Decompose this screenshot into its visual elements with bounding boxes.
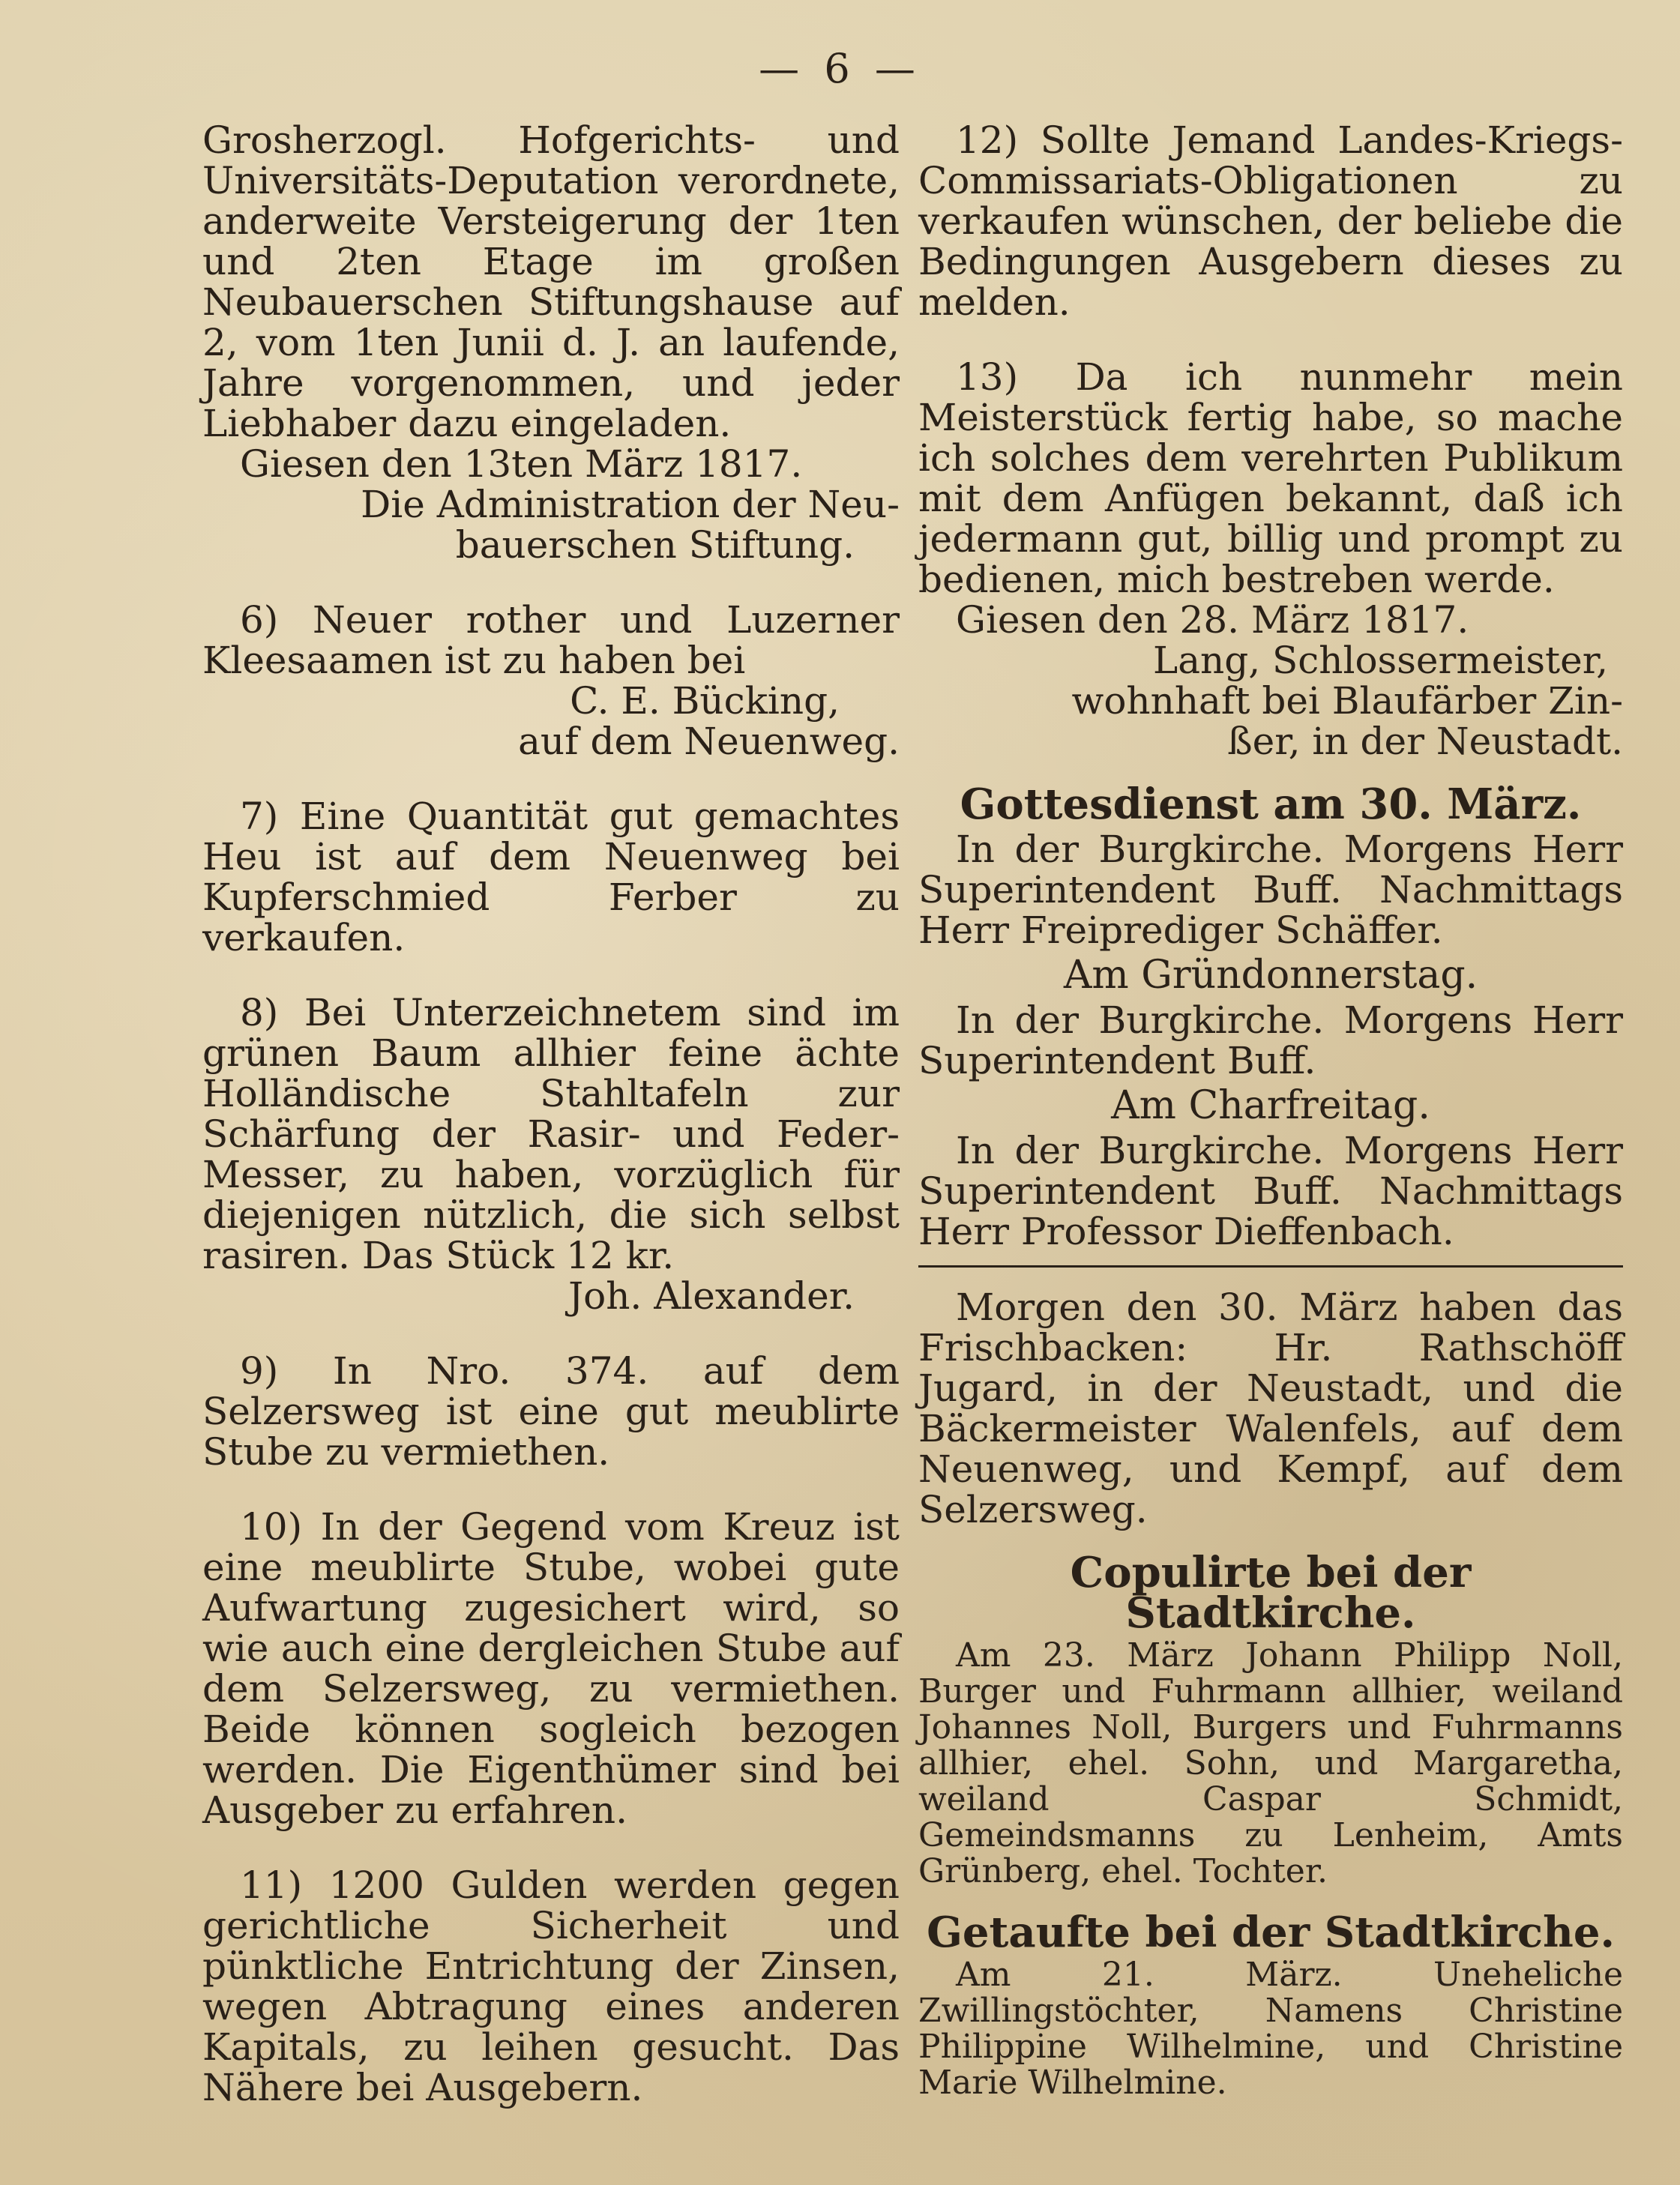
notice-5 <box>202 120 900 565</box>
married-register-heading: Copulirte bei der Stadtkirche. <box>1070 1548 1472 1638</box>
notice-11 <box>202 1865 900 2108</box>
notice-5-signature-2: bauerschen Stiftung. <box>455 523 855 567</box>
divider-rule <box>918 1265 1623 1268</box>
baptized-register-heading: Getaufte bei der Stadtkirche. <box>927 1908 1615 1957</box>
notice-7 <box>202 796 900 958</box>
church-service-subheading-2: Am Gründonnerstag. <box>1063 953 1478 998</box>
notice-13-signature-3: ßer, in der Neustadt. <box>1227 720 1623 763</box>
notice-6-signature-1: C. E. Bücking, <box>570 679 840 723</box>
baptized-register <box>918 1908 1623 2102</box>
notice-5-date: Giesen den 13ten März 1817. <box>240 442 803 486</box>
notice-13-signature-1: Lang, Schlossermeister, <box>1152 639 1608 682</box>
church-service-text-1: In der Burgkirche. Morgens Herr Superintendent Buff. Nachmittags Herr Freiprediger Schäffer. <box>918 828 1623 952</box>
bakers-notice-text: Morgen den 30. März haben das Frischbacken: Hr. Rathschöff Jugard, in der Neustadt, und die Bäckermeister Walenfels, auf dem Neuenweg, und Kempf, auf dem Selzersweg. <box>918 1286 1623 1531</box>
notice-6-text: 6) Neuer rother und Luzerner Kleesaamen ist zu haben bei <box>202 598 900 682</box>
notice-5-text: Grosherzogl. Hofgerichts- und Universitäts-Deputation verordnete, anderweite Versteigerung der 1ten und 2ten Etage im großen Neubauerschen Stiftungshause auf 2, vom 1ten Junii d. J. an laufende, Jahre vorgenommen, und jeder Liebhaber dazu eingeladen. <box>202 118 900 445</box>
notice-12-text: 12) Sollte Jemand Landes-Kriegs-Commissariats-Obligationen zu verkaufen wünschen, der beliebe die Bedingungen Ausgebern dieses zu melden. <box>918 118 1623 324</box>
church-service-text-3: In der Burgkirche. Morgens Herr Superintendent Buff. Nachmittags Herr Professor Dieffenbach. <box>918 1129 1623 1253</box>
page-number: — 6 — <box>759 45 921 92</box>
notice-9-text: 9) In Nro. 374. auf dem Selzersweg ist eine gut meublirte Stube zu vermiethen. <box>202 1349 900 1474</box>
notice-13-date: Giesen den 28. März 1817. <box>956 598 1469 642</box>
notice-12 <box>918 120 1623 322</box>
church-service-heading: Gottesdienst am 30. März. <box>960 780 1582 829</box>
right-column <box>918 120 1623 2136</box>
church-service-text-2: In der Burgkirche. Morgens Herr Superintendent Buff. <box>918 998 1623 1082</box>
notice-8-text: 8) Bei Unterzeichnetem sind im grünen Baum allhier feine ächte Holländische Stahltafeln zur Schärfung der Rasir- und Feder-Messer, zu haben, vorzüglich für diejenigen nützlich, die sich selbst rasiren. Das Stück 12 kr. <box>202 991 900 1277</box>
notice-10 <box>202 1507 900 1830</box>
notice-5-signature-1: Die Administration der Neu- <box>361 483 900 526</box>
notice-9 <box>202 1351 900 1472</box>
notice-6-signature-2: auf dem Neuenweg. <box>518 720 900 763</box>
notice-8-signature: Joh. Alexander. <box>568 1274 855 1318</box>
bakers-notice <box>918 1287 1623 1530</box>
notice-13-text: 13) Da ich nunmehr mein Meisterstück fertig habe, so mache ich solches dem verehrten Publikum mit dem Anfügen bekannt, daß ich jedermann gut, billig und prompt zu bedienen, mich bestreben werde. <box>918 355 1623 601</box>
church-service-subheading-3: Am Charfreitag. <box>1111 1083 1430 1128</box>
notice-6 <box>202 600 900 762</box>
notice-13-signature-2: wohnhaft bei Blaufärber Zin- <box>1071 679 1623 723</box>
notice-13 <box>918 357 1623 762</box>
notice-7-text: 7) Eine Quantität gut gemachtes Heu ist auf dem Neuenweg bei Kupferschmied Ferber zu verkaufen. <box>202 795 900 959</box>
married-register-text: Am 23. März Johann Philipp Noll, Burger und Fuhrmann allhier, weiland Johannes Noll, Burgers und Fuhrmanns allhier, ehel. Sohn, und Margaretha, weiland Caspar Schmidt, Gemeindsmanns zu Lenheim, Amts Grünberg, ehel. Tochter. <box>918 1636 1623 1890</box>
notice-8 <box>202 992 900 1316</box>
left-column <box>202 120 900 2142</box>
notice-11-text: 11) 1200 Gulden werden gegen gerichtliche Sicherheit und pünktliche Entrichtung der Zinsen, wegen Abtragung eines anderen Kapitals, zu leihen gesucht. Das Nähere bei Ausgebern. <box>202 1863 900 2109</box>
married-register <box>918 1548 1623 1890</box>
baptized-register-text: Am 21. März. Uneheliche Zwillingstöchter, Namens Christine Philippine Wilhelmine, und Christine Marie Wilhelmine. <box>918 1956 1623 2102</box>
notice-10-text: 10) In der Gegend vom Kreuz ist eine meublirte Stube, wobei gute Aufwartung zugesichert wird, so wie auch eine dergleichen Stube auf dem Selzersweg, zu vermiethen. Beide können sogleich bezogen werden. Die Eigenthümer sind bei Ausgeber zu erfahren. <box>202 1505 900 1832</box>
church-service <box>918 780 1623 1253</box>
